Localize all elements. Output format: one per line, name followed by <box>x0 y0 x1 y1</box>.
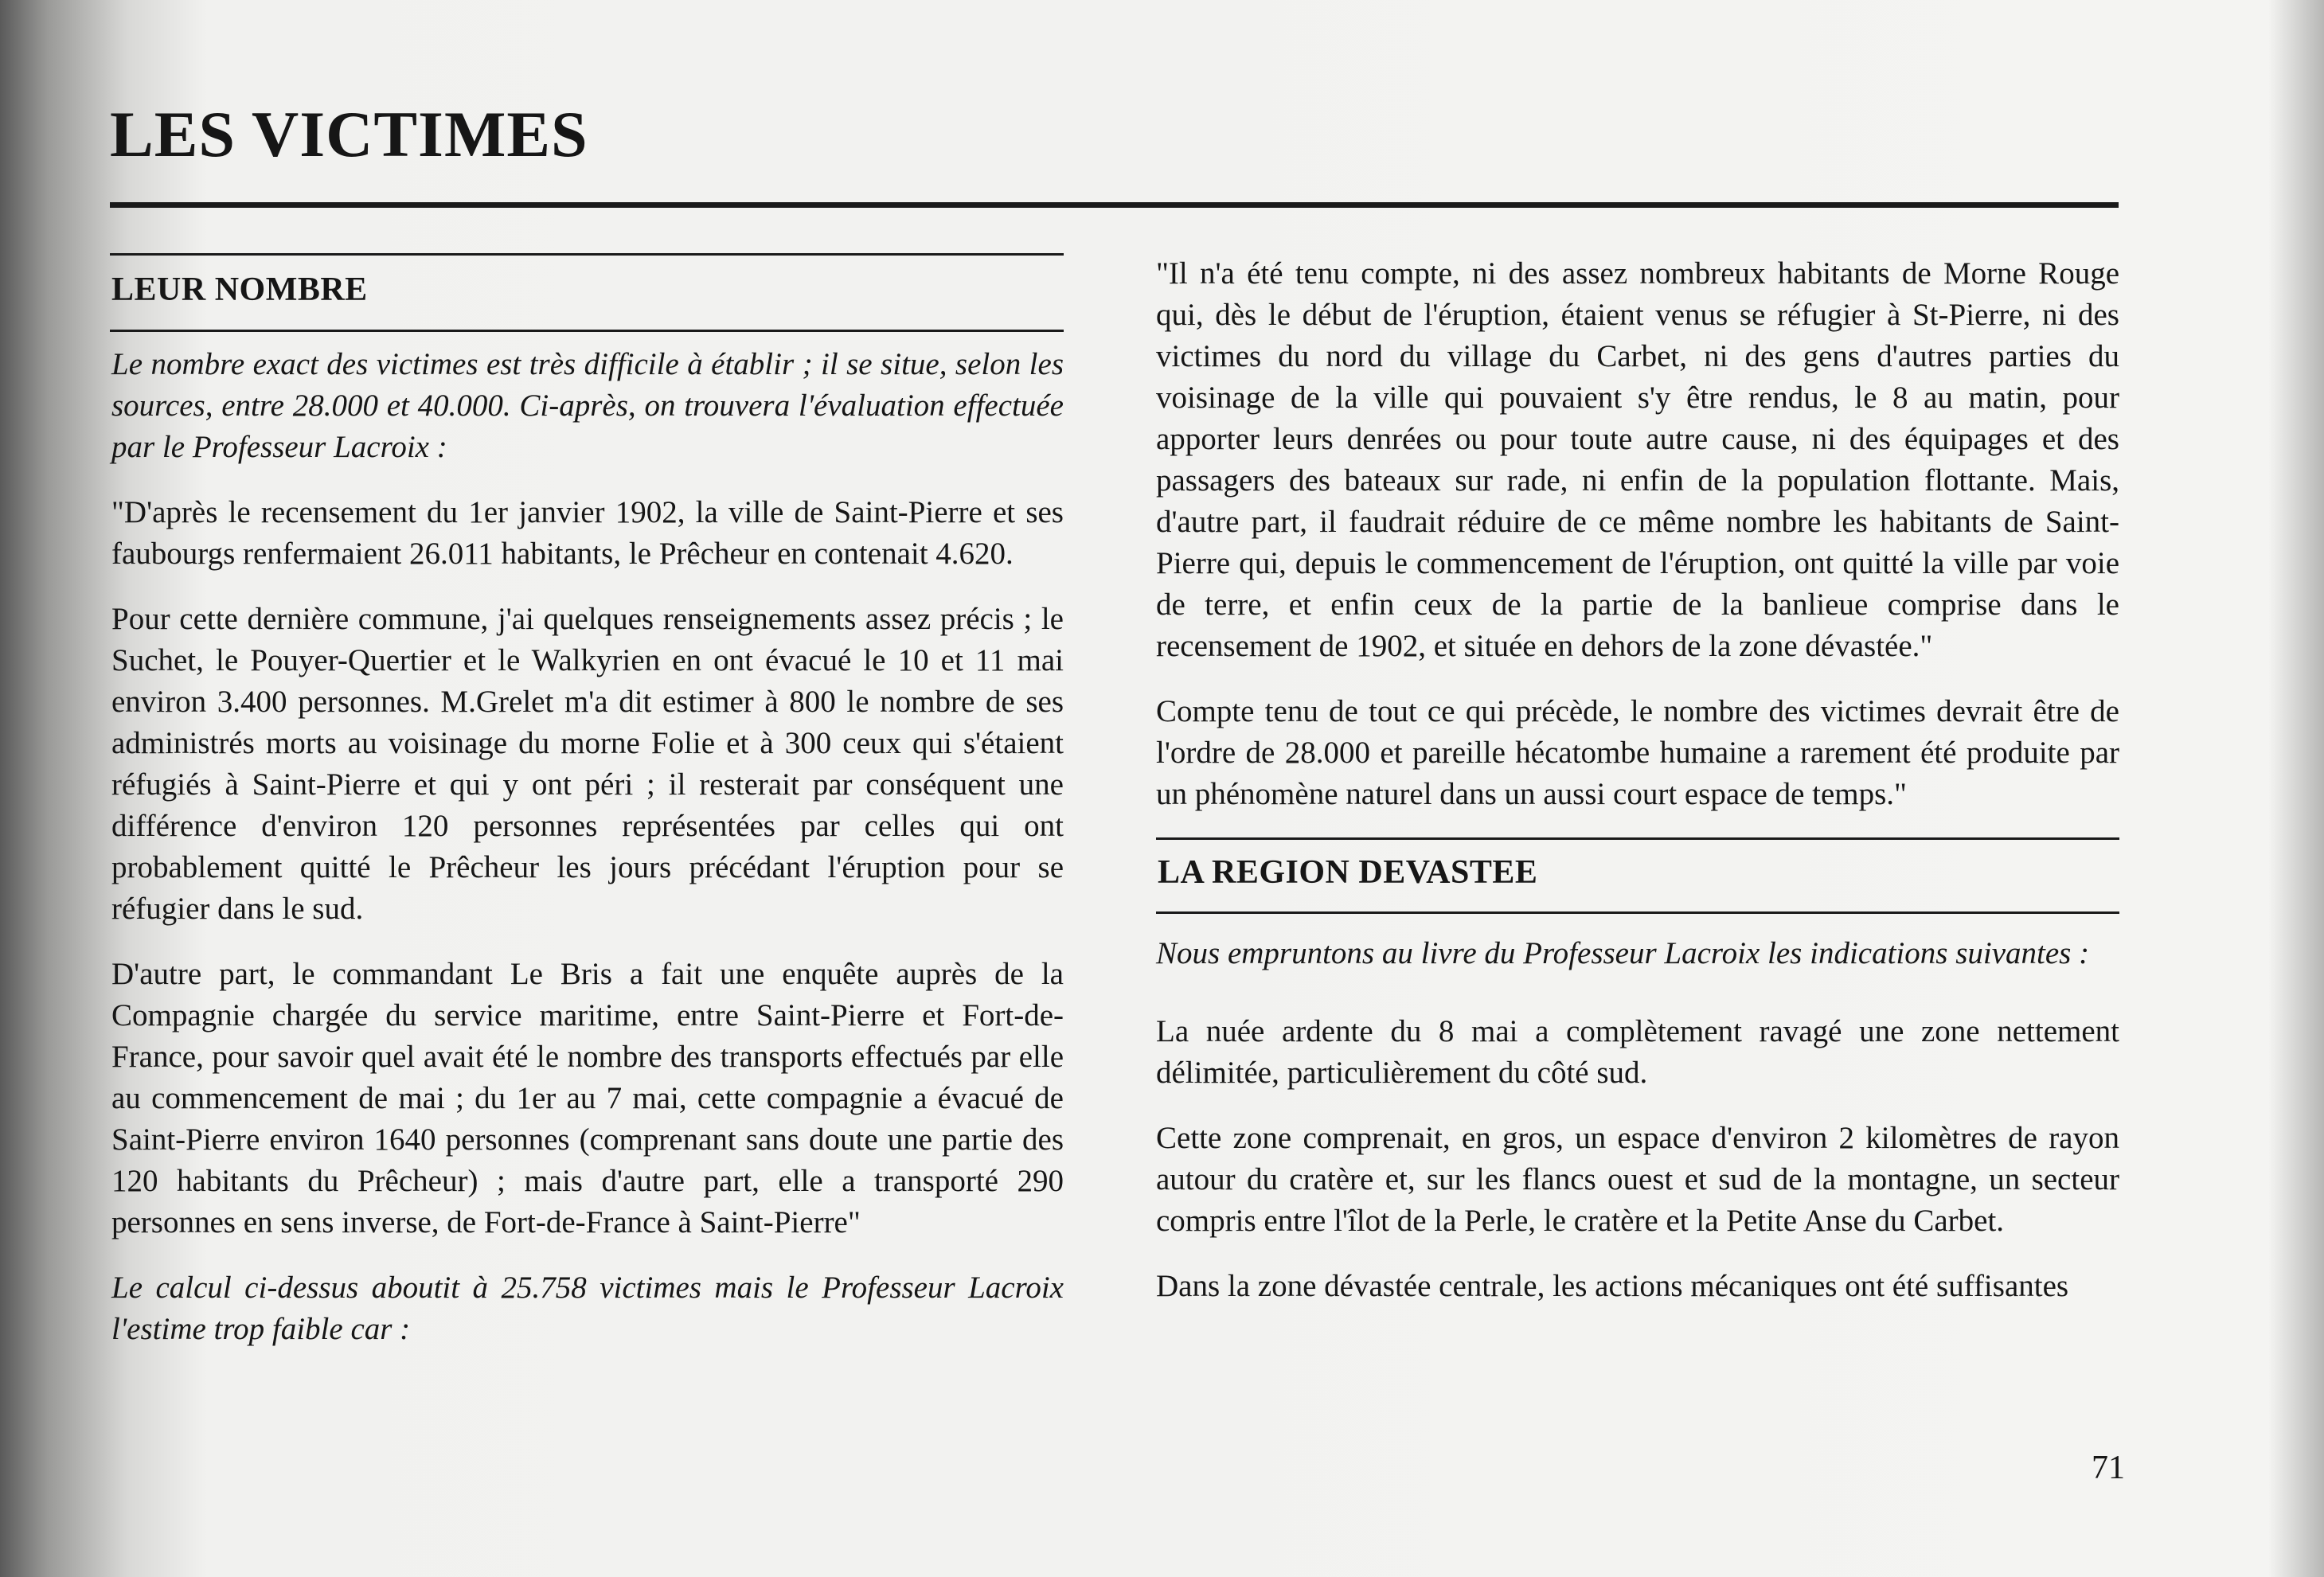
right-paragraph-5: Dans la zone dévastée centrale, les actions mécaniques ont été suffisantes <box>1156 1269 2069 1303</box>
page-title: LES VICTIMES <box>110 98 588 170</box>
right-paragraph-1: "Il n'a été tenu compte, ni des assez nombreux habitants de Morne Rouge qui, dès le début de l'éruption, étaient venus se réfugier à St-Pierre, ni des victimes du nord du village du Carbet, ni des gens d'autres parties du voisinage de la ville qui pouvaient s'y être rendus, le 8 au matin, pour apporter leurs denrées ou pour toute autre cause, ni des équipages et des passagers des bateaux sur rade, ni enfin de la population flottante. Mais, d'autre part, il faudrait réduire de ce même nombre les habitants de Saint-Pierre qui, depuis le commencement de l'éruption, ont quitté la ville par voie de terre, et enfin ceux de la partie de la banlieue comprise dans le recensement de 1902, et située en dehors de la zone dévastée." <box>1156 256 2119 663</box>
page-edge-shadow <box>2268 0 2324 1577</box>
left-heading-bottom-rule <box>110 330 1064 332</box>
title-rule <box>110 202 2119 208</box>
right-column-lower <box>1156 933 2119 1331</box>
left-paragraph-1: "D'après le recensement du 1er janvier 1902, la ville de Saint-Pierre et ses faubourgs renfermaient 26.011 habitants, le Prêcheur en contenait 4.620. <box>111 495 1064 571</box>
left-column <box>111 344 1064 1374</box>
right-column <box>1156 253 2119 839</box>
left-heading-top-rule <box>110 253 1064 256</box>
right-paragraph-2: Compte tenu de tout ce qui précède, le nombre des victimes devrait être de l'ordre de 28.000 et pareille hécatombe humaine a rarement été produite par un phénomène naturel dans un aussi court espace de temps." <box>1156 694 2119 811</box>
left-paragraph-3: D'autre part, le commandant Le Bris a fait une enquête auprès de la Compagnie chargée du service maritime, entre Saint-Pierre et Fort-de-France, pour savoir quel avait été le nombre des transports effectués par elle au commencement de mai ; du 1er au 7 mai, cette compagnie a évacué de Saint-Pierre environ 1640 personnes (comprenant sans doute une partie des 120 habitants du Prêcheur) ; mais d'autre part, elle a transporté 290 personnes en sens inverse, de Fort-de-France à Saint-Pierre" <box>111 957 1064 1239</box>
right-paragraph-4: Cette zone comprenait, en gros, un espace d'environ 2 kilomètres de rayon autour du cratère et, sur les flancs ouest et sud de la montagne, un secteur compris entre l'îlot de la Perle, le cratère et la Petite Anse du Carbet. <box>1156 1121 2119 1238</box>
page-number: 71 <box>2092 1450 2125 1486</box>
left-outro-paragraph: Le calcul ci-dessus aboutit à 25.758 victimes mais le Professeur Lacroix l'estime trop faible car : <box>111 1271 1064 1346</box>
right-heading-bottom-rule <box>1156 911 2119 914</box>
right-paragraph-3: La nuée ardente du 8 mai a complètement ravagé une zone nettement délimitée, particulièrement du côté sud. <box>1156 1014 2119 1090</box>
right-intro-paragraph: Nous empruntons au livre du Professeur Lacroix les indications suivantes : <box>1156 936 2090 970</box>
right-heading-top-rule <box>1156 837 2119 840</box>
left-paragraph-2: Pour cette dernière commune, j'ai quelques renseignements assez précis ; le Suchet, le Pouyer-Quertier et le Walkyrien en ont évacué le 10 et 11 mai environ 3.400 personnes. M.Grelet m'a dit estimer à 800 le nombre de ses administrés morts au voisinage du morne Folie et à 300 ceux qui s'étaient réfugiés à Saint-Pierre et qui y ont péri ; il resterait par conséquent une différence d'environ 120 personnes représentées par celles qui ont probablement quitté le Prêcheur les jours précédant l'éruption pour se réfugier dans le sud. <box>111 602 1064 926</box>
left-section-heading: LEUR NOMBRE <box>111 271 368 308</box>
right-section-heading: LA REGION DEVASTEE <box>1158 854 1538 891</box>
left-intro-paragraph: Le nombre exact des victimes est très difficile à établir ; il se situe, selon les sources, entre 28.000 et 40.000. Ci-après, on trouvera l'évaluation effectuée par le Professeur Lacroix : <box>111 347 1064 464</box>
